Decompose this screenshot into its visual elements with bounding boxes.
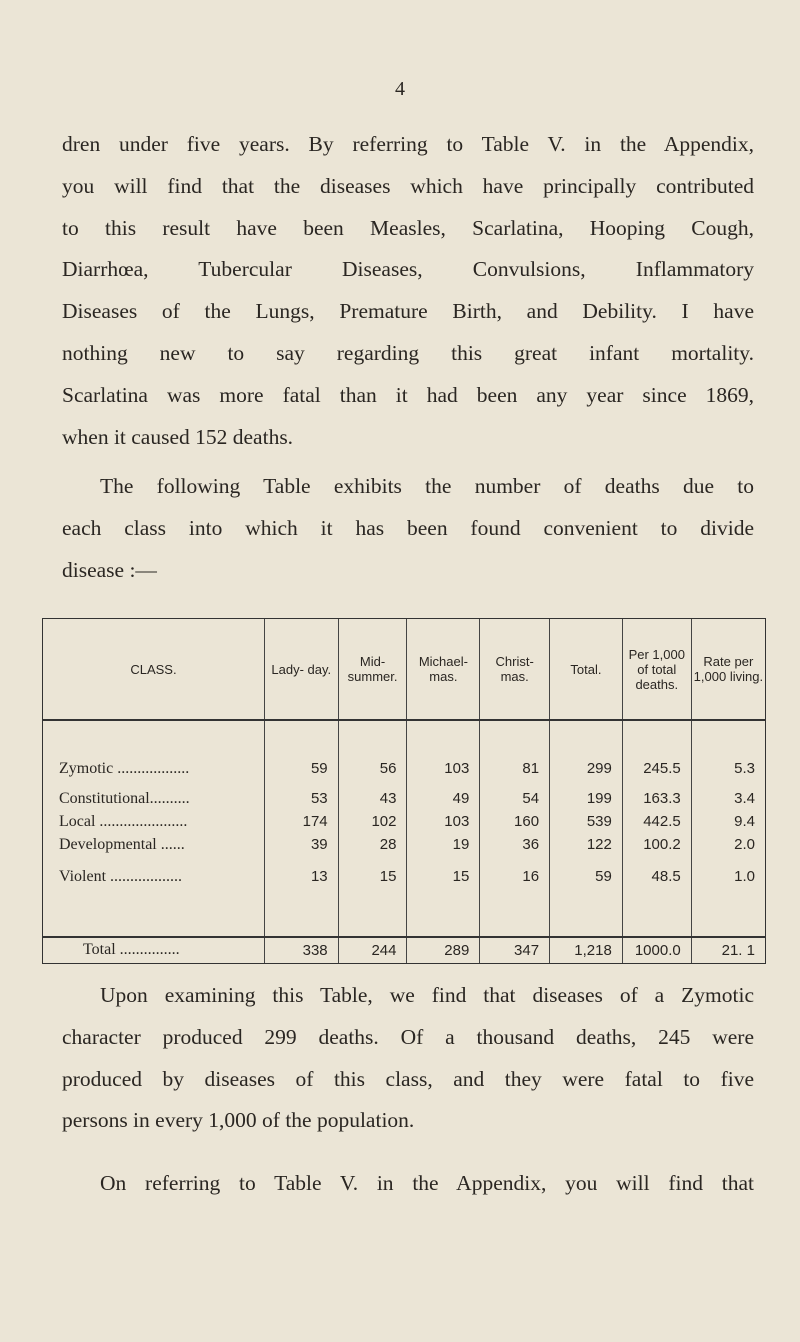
total-rate: 21. 1: [691, 937, 765, 963]
total-per-1000: 1000.0: [622, 937, 691, 963]
header-lady-day: Lady- day.: [264, 619, 338, 720]
paragraph-zymotic-analysis: [62, 975, 754, 1142]
total-lady-day: 338: [264, 937, 338, 963]
cell-michaelmas: 15: [407, 857, 480, 937]
header-christmas: Christ- mas.: [480, 619, 550, 720]
cell-midsummer: 15: [338, 857, 407, 937]
cell-christmas: 160: [480, 810, 550, 833]
text-line: On referring to Table V. in the Appendix, you will find that: [100, 1171, 754, 1195]
cell-michaelmas: 103: [407, 720, 480, 786]
text-line: nothing new to say regarding this great infant mortality.: [62, 340, 754, 365]
cell-per-1000: 245.5: [622, 720, 691, 786]
cell-lady-day: 53: [264, 786, 338, 809]
table-row: [43, 833, 765, 856]
text-line: Diarrhœa, Tubercular Diseases, Convulsions, Inflammatory: [62, 257, 754, 282]
header-per-1000-deaths: Per 1,000 of total deaths.: [622, 619, 691, 720]
cell-christmas: 81: [480, 720, 550, 786]
cell-christmas: 16: [480, 857, 550, 937]
cell-per-1000: 442.5: [622, 810, 691, 833]
cell-total: 299: [550, 720, 623, 786]
cell-rate: 3.4: [691, 786, 765, 809]
cell-class: Local ......................: [59, 812, 188, 830]
cell-christmas: 36: [480, 833, 550, 856]
cell-lady-day: 13: [264, 857, 338, 937]
text-line: The following Table exhibits the number of deaths due to: [100, 474, 754, 498]
cell-lady-day: 174: [264, 810, 338, 833]
paragraph-infant-mortality: [62, 124, 754, 458]
cell-per-1000: 100.2: [622, 833, 691, 856]
table-row: [43, 857, 765, 937]
text-line: dren under five years. By referring to Table V. in the Appendix,: [62, 132, 754, 156]
text-line: Diseases of the Lungs, Premature Birth, and Debility. I have: [62, 299, 754, 324]
header-class: CLASS.: [43, 619, 264, 720]
text-line: character produced 299 deaths. Of a thousand deaths, 245 were: [62, 1024, 754, 1049]
cell-midsummer: 28: [338, 833, 407, 856]
cell-michaelmas: 19: [407, 833, 480, 856]
cell-lady-day: 39: [264, 833, 338, 856]
cell-class: Developmental ......: [59, 836, 185, 854]
header-midsummer: Mid- summer.: [338, 619, 407, 720]
cell-total: 59: [550, 857, 623, 937]
total-total: 1,218: [550, 937, 623, 963]
cell-class: Violent ..................: [43, 857, 264, 937]
text-line: Upon examining this Table, we find that diseases of a Zymotic: [100, 983, 754, 1007]
text-line: disease :—: [62, 557, 157, 582]
header-michaelmas: Michael- mas.: [407, 619, 480, 720]
cell-class: Constitutional..........: [59, 789, 190, 807]
table-total-row: [43, 937, 765, 963]
cell-per-1000: 163.3: [622, 786, 691, 809]
cell-rate: 2.0: [691, 833, 765, 856]
total-label: Total ...............: [83, 941, 180, 959]
cell-total: 199: [550, 786, 623, 809]
table-row: [43, 786, 765, 809]
table-row: [43, 720, 765, 786]
text-line: when it caused 152 deaths.: [62, 424, 294, 449]
cell-midsummer: 43: [338, 786, 407, 809]
cell-rate: 5.3: [691, 720, 765, 786]
table-row: [43, 810, 765, 833]
cell-michaelmas: 103: [407, 810, 480, 833]
cell-rate: 1.0: [691, 857, 765, 937]
cell-lady-day: 59: [264, 720, 338, 786]
page-number: 4: [395, 78, 405, 100]
text-line: persons in every 1,000 of the population.: [62, 1108, 415, 1133]
cell-class: Zymotic ..................: [59, 760, 190, 778]
text-line: Scarlatina was more fatal than it had been any year since 1869,: [62, 382, 754, 407]
cell-midsummer: 56: [338, 720, 407, 786]
text-line: produced by diseases of this class, and they were fatal to five: [62, 1066, 754, 1091]
text-line: each class into which it has been found convenient to divide: [62, 515, 754, 540]
paragraph-table-intro: [62, 466, 754, 591]
text-line: you will find that the diseases which have principally contributed: [62, 173, 754, 198]
cell-michaelmas: 49: [407, 786, 480, 809]
header-rate-per-1000: Rate per 1,000 living.: [691, 619, 765, 720]
total-midsummer: 244: [338, 937, 407, 963]
total-michaelmas: 289: [407, 937, 480, 963]
deaths-by-class-table: [42, 618, 766, 964]
cell-rate: 9.4: [691, 810, 765, 833]
cell-total: 539: [550, 810, 623, 833]
paragraph-closing: [62, 1163, 754, 1205]
header-total: Total.: [550, 619, 623, 720]
table-header-row: [43, 619, 765, 720]
cell-midsummer: 102: [338, 810, 407, 833]
cell-total: 122: [550, 833, 623, 856]
cell-christmas: 54: [480, 786, 550, 809]
cell-per-1000: 48.5: [622, 857, 691, 937]
text-line: to this result have been Measles, Scarlatina, Hooping Cough,: [62, 215, 754, 240]
total-christmas: 347: [480, 937, 550, 963]
